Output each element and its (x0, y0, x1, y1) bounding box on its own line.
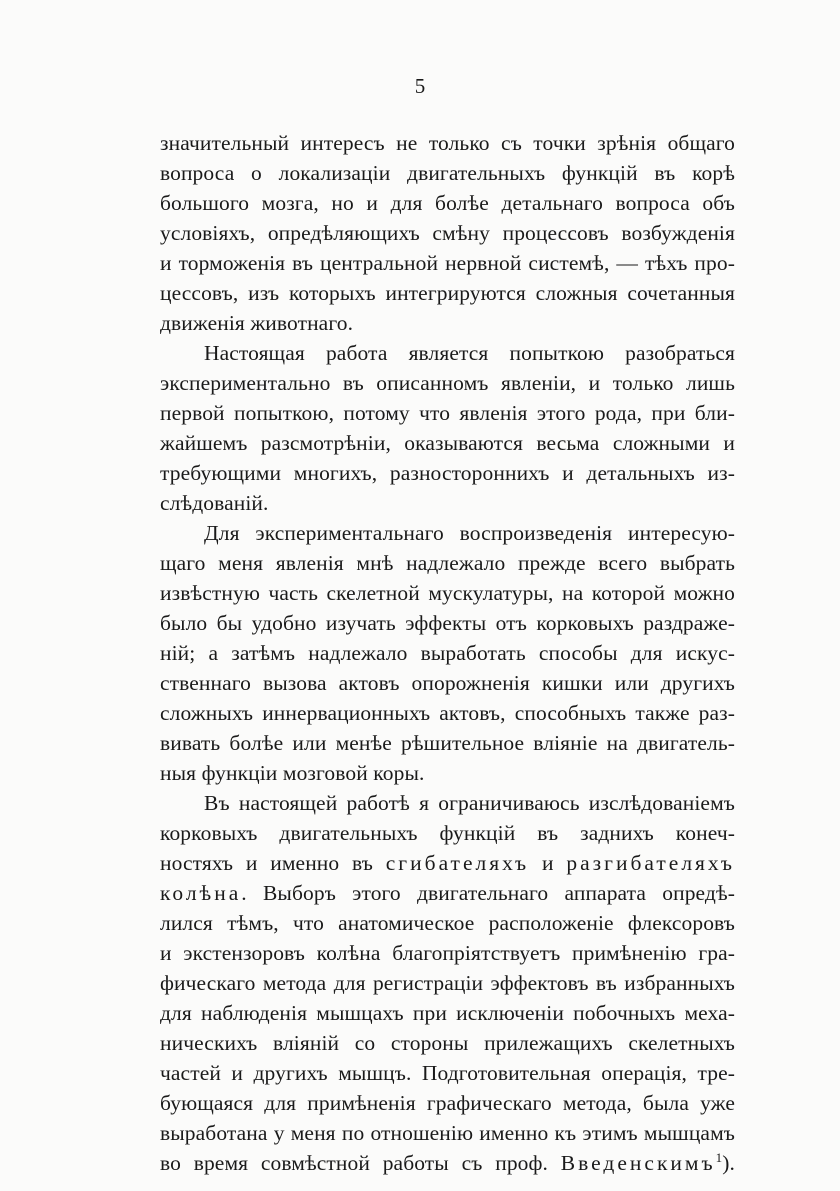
text-line: корковыхъ двигательныхъ функцій въ заднихъ конеч- (160, 821, 735, 845)
text-line: и экстензоровъ колѣна благопріятствуетъ примѣненію гра- (160, 941, 735, 965)
footnote-reference: 1 (715, 1150, 723, 1165)
text-line: ническихъ вліяній со стороны прилежащихъ скелетныхъ (160, 1031, 735, 1055)
text-segment: во время совмѣстной работы съ проф. (160, 1151, 549, 1175)
text-line: жайшемъ разсмотрѣніи, оказываются весьма сложными и (160, 431, 735, 455)
text-segment: . Выборъ этого двигательнаго аппарата опредѣ- (241, 881, 735, 905)
text-line: выработана у меня по отношенію именно къ этимъ мышцамъ (160, 1121, 735, 1145)
text-line: извѣстную часть скелетной мускулатуры, на которой можно (160, 581, 735, 605)
text-line: сложныхъ иннервационныхъ актовъ, способныхъ также раз- (160, 701, 735, 725)
text-line: вопроса о локализаціи двигательныхъ функцій въ корѣ (160, 161, 735, 185)
text-line (160, 1148, 735, 1178)
text-line: слѣдованій. (160, 491, 269, 515)
text-line: Въ настоящей работѣ я ограничиваюсь изслѣдованіемъ (204, 791, 735, 815)
text-line: было бы удобно изучать эффекты отъ корковыхъ раздраже- (160, 611, 735, 635)
text-line: ныя функціи мозговой коры. (160, 761, 425, 785)
text-line: бующаяся для примѣненія графическаго метода, была уже (160, 1091, 735, 1115)
text-line: вивать болѣе или менѣе рѣшительное вліяніе на двигатель- (160, 731, 735, 755)
text-line (160, 878, 735, 908)
text-line: ній; а затѣмъ надлежало выработать способы для искус- (160, 641, 735, 665)
text-line: частей и другихъ мышцъ. Подготовительная операція, тре- (160, 1061, 735, 1085)
page-number: 5 (414, 74, 426, 98)
text-segment: ). (722, 1151, 735, 1175)
text-line: щаго меня явленія мнѣ надлежало прежде всего выбрать (160, 551, 735, 575)
text-line: цессовъ, изъ которыхъ интегрируются сложныя сочетанныя (160, 281, 735, 305)
text-line: экспериментально въ описанномъ явленіи, и только лишь (160, 371, 735, 395)
text-line: фическаго метода для регистраціи эффектовъ въ избранныхъ (160, 971, 735, 995)
text-line: большого мозга, но и для болѣе детальнаго вопроса объ (160, 191, 735, 215)
text-line (160, 848, 735, 878)
text-line: лился тѣмъ, что анатомическое расположеніе флексоровъ (160, 911, 735, 935)
text-segment: ностяхъ и именно въ (160, 851, 373, 875)
text-line: и торможенія въ центральной нервной системѣ, — тѣхъ про- (160, 251, 735, 275)
spaced-term: Введенскимъ (560, 1151, 716, 1175)
text-line: ственнаго вызова актовъ опорожненія кишки или другихъ (160, 671, 735, 695)
text-line: требующими многихъ, разностороннихъ и детальныхъ из- (160, 461, 735, 485)
text-segment: и (541, 851, 554, 875)
text-line: Настоящая работа является попыткою разобраться (204, 341, 735, 365)
spaced-term: разгибателяхъ (566, 851, 735, 875)
text-line: движенія животнаго. (160, 311, 354, 335)
text-line: Для экспериментальнаго воспроизведенія интересую- (204, 521, 735, 545)
spaced-term: сгибателяхъ (385, 851, 530, 875)
text-line: для наблюденія мышцахъ при исключеніи побочныхъ меха- (160, 1001, 735, 1025)
text-line: условіяхъ, опредѣляющихъ смѣну процессовъ возбужденія (160, 221, 735, 245)
text-line: первой попыткою, потому что явленія этого рода, при бли- (160, 401, 735, 425)
spaced-term: колѣна (160, 881, 242, 905)
text-line: значительный интересъ не только съ точки зрѣнія общаго (160, 131, 735, 155)
